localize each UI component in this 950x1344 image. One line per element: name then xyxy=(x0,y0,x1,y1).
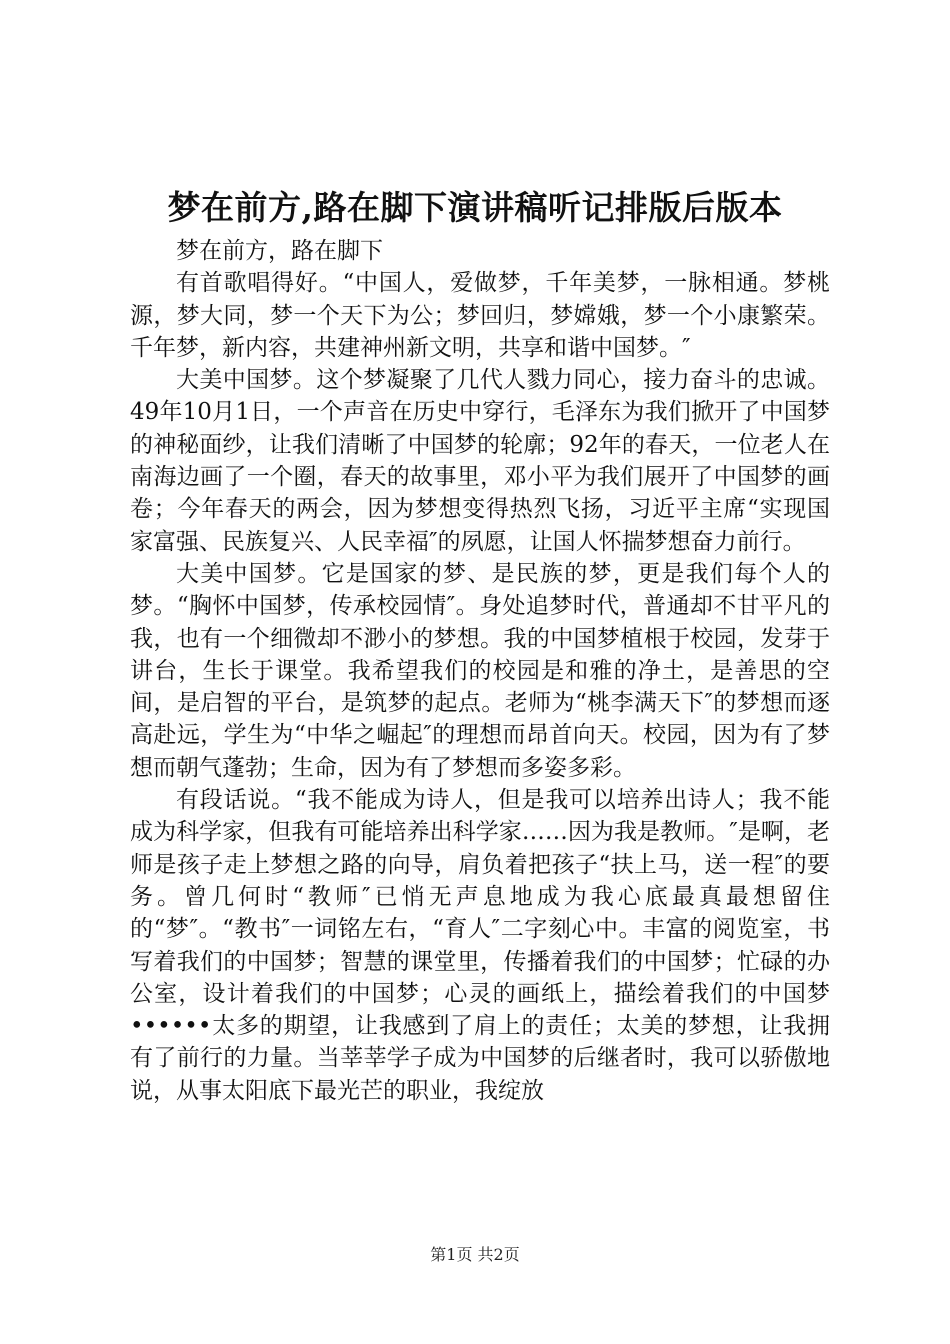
paragraph: 有段话说。“我不能成为诗人，但是我可以培养出诗人；我不能成为科学家，但我有可能培养出科学家……因为我是教师。″是啊，老师是孩子走上梦想之路的向导，肩负着把孩子“扶上马，送一程″的要务。曾几何时“教师″已悄无声息地成为我心底最真最想留住的“梦″。“教书″一词铭左右，“育人″二字刻心中。丰富的阅览室，书写着我们的中国梦；智慧的课堂里，传播着我们的中国梦；忙碌的办公室，设计着我们的中国梦；心灵的画纸上，描绘着我们的中国梦••••••太多的期望，让我感到了肩上的责任；太美的梦想，让我拥有了前行的力量。当莘莘学子成为中国梦的后继者时，我可以骄傲地说，从事太阳底下最光芒的职业，我绽放 xyxy=(130,787,830,1104)
paragraph: 大美中国梦。这个梦凝聚了几代人戮力同心，接力奋斗的忠诚。49年10月1日，一个声音在历史中穿行，毛泽东为我们掀开了中国梦的神秘面纱，让我们清晰了中国梦的轮廓；92年的春天，一位老人在南海边画了一个圈，春天的故事里，邓小平为我们展开了中国梦的画卷；今年春天的两会，因为梦想变得热烈飞扬，习近平主席“实现国家富强、民族复兴、人民幸福″的夙愿，让国人怀揣梦想奋力前行。 xyxy=(130,367,830,555)
paragraph: 大美中国梦。它是国家的梦、是民族的梦，更是我们每个人的梦。“胸怀中国梦，传承校园情″。身处追梦时代，普通却不甘平凡的我，也有一个细微却不渺小的梦想。我的中国梦植根于校园，发芽于讲台，生长于课堂。我希望我们的校园是和雅的净土，是善思的空间，是启智的平台，是筑梦的起点。老师为“桃李满天下″的梦想而逐高赴远，学生为“中华之崛起″的理想而昂首向天。校园，因为有了梦想而朝气蓬勃；生命，因为有了梦想而多姿多彩。 xyxy=(130,560,830,781)
document-body xyxy=(130,235,830,1107)
document-title: 梦在前方,路在脚下演讲稿听记排版后版本 xyxy=(167,188,783,227)
paragraph-subtitle: 梦在前方，路在脚下 xyxy=(176,238,383,264)
paragraph: 有首歌唱得好。“中国人，爱做梦，千年美梦，一脉相通。梦桃源，梦大同，梦一个天下为公；梦回归，梦嫦娥，梦一个小康繁荣。千年梦，新内容，共建神州新文明，共享和谐中国梦。″ xyxy=(130,270,830,361)
page-number-footer: 第1页 共2页 xyxy=(430,1245,520,1264)
